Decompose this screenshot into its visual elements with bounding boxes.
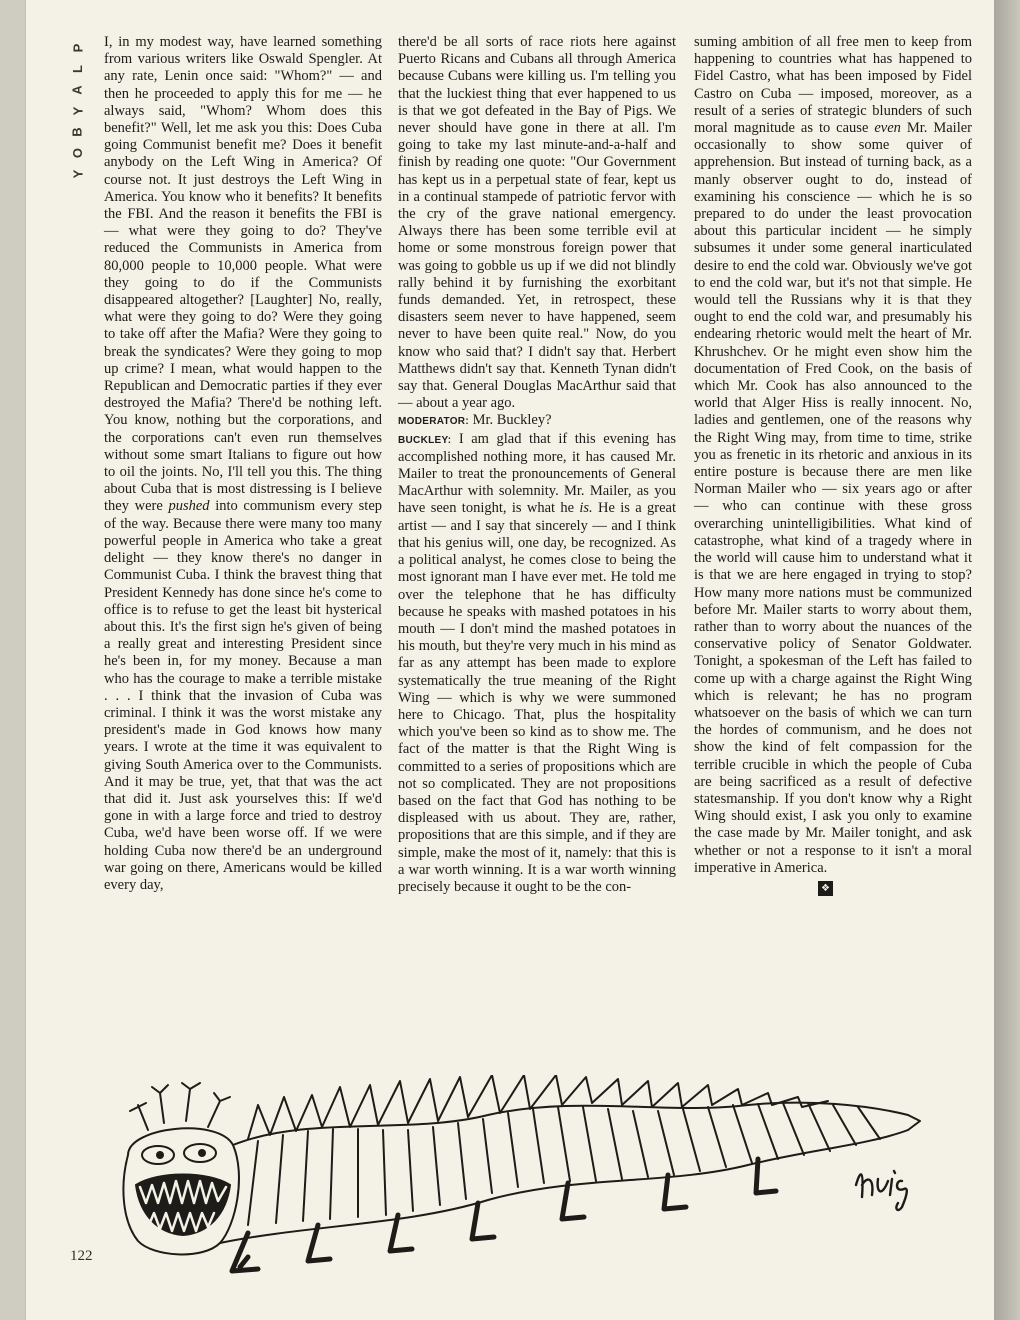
masthead-letter: A — [69, 85, 85, 95]
article-text-segment: MODERATOR: — [398, 416, 469, 428]
running-head-masthead — [68, 40, 88, 182]
page-edge-shadow — [994, 0, 1020, 1320]
article-text-segment: there'd be all sorts of race riots here against Puerto Ricans and Cubans all through America because Cubans were killing us. I'm telling you that the luckiest thing that ever happened to us is that we got defeated in the Bay of Pigs. We never should have gone in there at all. I'm going to take my last minute-and-a-half and finish by reading one quote: "Our Government has kept us in a perpetual state of fear, kept us in a continual stampede of patriotic fervor with the cry of the grave national emergency. Always there has been some terrible evil at home or some monstrous foreign power that was going to gobble us up if we did not blindly rally behind it by furnishing the exorbitant funds demanded. Yet, in retrospect, these disasters seem never to have happened, seem never to have been quite real." Now, do you know who said that? I didn't say that. Herbert Matthews didn't say that. Kenneth Tynan didn't say that. General Douglas MacArthur said that — about a year ago. — [398, 34, 676, 412]
rabbit-head-icon: ❖ — [818, 881, 833, 896]
article-text-segment: I, in my modest way, have learned something from various writers like Oswald Spengler. At any rate, Lenin once said: "Whom?" — and then he proceeded to apply this for me — he always said, "Whom? Whom does this benefit?" Well, let me ask you this: Does Cuba going Communist benefit me? Does it benefit anybody on the Left Wing in America? Of course not. It just destroys the Left Wing in America. You know who it benefits? It benefits the FBI. And the reason it benefits the FBI is — what were they going to do? They've reduced the Communists in America from 80,000 people to 10,000 people. What were they going to do if the Communists disappeared altogether? [Laughter] No, really, what were they going to do? Were they going to take off after the Mafia? Were they going to break the syndicates? Were they going to mop up crime? I mean, what would happen to the Republican and Democratic parties if they ever destroyed the Mafia? There'd be nothing left. You know, nothing but the corporations, and the corporations can't even run themselves without some smart Italians to figure out how to oil the joints. No, I'll tell you this. The thing about Cuba that is most distressing is I believe they were — [104, 34, 382, 515]
text-column-1 — [104, 34, 382, 894]
article-text-segment: into communism every step of the way. Because there were many too many powerful people in America who take a great delight — they know there's no danger in Communist Cuba. I think the bravest thing that President Kennedy has done since he's come to office is to refuse to get the least bit hysterical about this. It's the first sign he's given of being a really great and interesting President since he's been in, for my money. Because a man who has the courage to make a terrible mistake . . . I think that the invasion of Cuba was criminal. I think it was the worst mistake any president's made in God knows how many years. I wrote at the time it was equivalent to giving South America over to the Communists. And it may be true, yet, that that was the act that did it. Just ask yourselves this: If we'd gone in with a large force and tried to destroy Cuba, we'd have been worse off. If we were holding Cuba now there'd be an underground war going on there, Americans would be killed every day, — [104, 498, 383, 893]
article-text-segment: pushed — [168, 498, 210, 515]
masthead-letter: O — [70, 147, 85, 159]
article-text-segment: suming ambition of all free men to keep from happening to countries what has happened to Fidel Castro, what has been imposed by Fidel Castro on Cuba — imposed, moreover, as a result of a series of strategic blunders of such moral magnitude as to cause — [694, 34, 972, 137]
masthead-letter: P — [69, 43, 85, 53]
article-text-segment: BUCKLEY: — [398, 434, 452, 446]
masthead-letter: B — [69, 127, 85, 137]
article-text-segment: even — [874, 120, 901, 137]
masthead-letter: L — [69, 65, 85, 73]
column-1-body — [104, 34, 382, 894]
article-text-segment: Mr. Buckley? — [468, 412, 552, 429]
column-3-body — [694, 34, 972, 877]
article-text-segment: He is a great artist — and I say that sincerely — and I think that his genius will, one day, be recognized. As a political analyst, he comes close to being the most ignorant man I have ever met. He told me over the telephone that he has difficulty because he speaks with mashed potatoes in his mouth — I don't mind the mashed potatoes in his mouth, but they're very much in his mind as far as any attempt has been made to explore systematically the true meaning of the Right Wing — which is why we were summoned here to Chicago. That, plus the hospitality which you've been so kind as to show me. The fact of the matter is that the Right Wing is committed to a series of propositions which are not so complicated. They are not propositions based on the fact that God has nothing to be displeased with us about. They are, rather, propositions that are this simple, and if they are simple, make the most of it, namely: that this is a war worth winning. It is a war worth winning precisely because it ought to be the con- — [398, 500, 677, 895]
text-column-2 — [398, 34, 676, 896]
article-text-segment: is. — [579, 500, 593, 517]
page-number: 122 — [70, 1248, 93, 1264]
dragon-illustration — [108, 1075, 928, 1275]
article-text-segment: I am glad that if this evening has accomplished nothing more, it has caused Mr. Mailer to treat the pronouncements of General MacArthur with solemnity. Mr. Mailer, as you have seen tonight, is what he — [398, 430, 676, 517]
article-text-segment: Mr. Mailer occasionally to show some quiver of apprehension. But instead of turning back, as a manly observer ought to do, instead of examining his conscience — which he is so prepared to do under the least provocation about this particular incident — he simply subsumes it under some general inarticulated desire to end the cold war. Obviously we've got to end the cold war, but it's not that simple. He would tell the Russians why it is that they ought to end the cold war, and presumably his endearing rhetoric would melt the heart of Mr. Khrushchev. Or he might even show him the documentation of Fred Cook, on the basis of which Mr. Cook has also announced to the world that Alger Hiss is really innocent. No, ladies and gentlemen, one of the reasons why the Right Wing may, from time to time, strike you as frenetic in its rhetoric and anxious in its entire posture is because there are men like Norman Mailer who — six years ago or after — who can continue with these gross overarching unintelligibilities. What kind of catastrophe, what kind of a tragedy where in the world will cause him to understand what it is that we are here engaged in trying to stop? How many more nations must be communized before Mr. Mailer starts to worry about them, rather than to worry about the nuances of the conservative policy of Senator Goldwater. Tonight, a spokesman of the Left has failed to come up with a charge against the Right Wing which is relevant; he has no program whatsoever on the basis of which we can turn the hordes of communism, and he does not show the kind of felt compassion for the terrible crucible in which the people of Cuba are being sacrificed as a result of defective statesmanship. If you don't know why a Right Wing should exist, I ask you only to examine the case made by Mr. Mailer tonight, and ask whether or not a response to it isn't a moral imperative in America. — [694, 120, 973, 876]
text-column-3 — [694, 34, 972, 896]
masthead-letter: Y — [69, 106, 85, 116]
masthead-letter: Y — [69, 169, 85, 179]
column-2-body — [398, 34, 676, 896]
